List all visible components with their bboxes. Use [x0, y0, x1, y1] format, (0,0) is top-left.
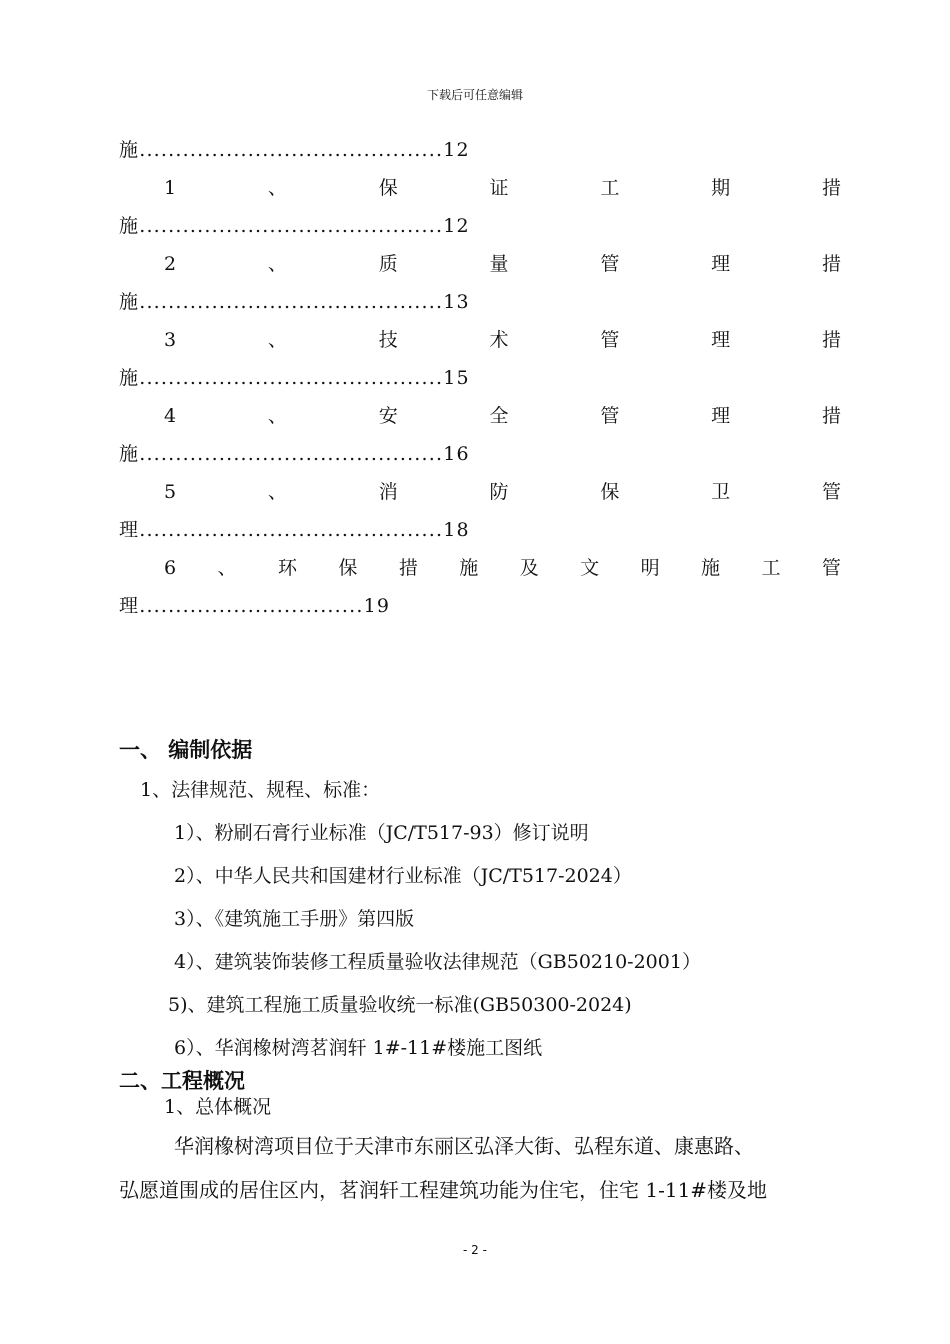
page-number: - 2 - [463, 1243, 487, 1257]
toc-entry-3-head [164, 327, 841, 353]
section-2-subheading: 1、总体概况 [164, 1096, 272, 1118]
toc-char: 明 [640, 557, 660, 579]
toc-char: 管 [600, 329, 620, 351]
toc-line-tail: 施..........................................12 [119, 139, 470, 161]
toc-char: 环 [277, 557, 297, 579]
toc-char: 术 [489, 329, 509, 351]
toc-char: 安 [378, 405, 398, 427]
overview-paragraph-line-1: 华润橡树湾项目位于天津市东丽区弘泽大街、弘程东道、康惠路、 [174, 1134, 754, 1158]
toc-char: 管 [600, 253, 620, 275]
toc-entry-1-head [164, 175, 841, 201]
toc-char: 4 [164, 405, 177, 427]
overview-paragraph-line-2: 弘愿道围成的居住区内，茗润轩工程建筑功能为住宅，住宅 1-11#楼及地 [119, 1178, 768, 1202]
toc-char: 证 [489, 177, 509, 199]
reference-item-4: 4）、建筑装饰装修工程质量验收法律规范（GB50210-2001） [174, 951, 701, 973]
toc-char: 工 [761, 557, 781, 579]
toc-entry-2-head [164, 251, 841, 277]
toc-char: 施 [459, 557, 479, 579]
toc-char: 理 [711, 253, 731, 275]
toc-char: 期 [711, 177, 731, 199]
toc-char: 技 [378, 329, 398, 351]
toc-char: 保 [600, 481, 620, 503]
toc-char: 3 [164, 329, 177, 351]
toc-entry-6-head [164, 555, 841, 581]
toc-char: 措 [398, 557, 418, 579]
toc-entry-5-head [164, 479, 841, 505]
toc-char: 理 [711, 405, 731, 427]
reference-item-5: 5)、建筑工程施工质量验收统一标准(GB50300-2024) [168, 994, 632, 1016]
toc-char: 措 [821, 253, 841, 275]
toc-char: 措 [821, 177, 841, 199]
toc-char: 施 [701, 557, 721, 579]
toc-entry-3-tail: 施..........................................15 [119, 367, 470, 389]
toc-entry-2-tail: 施..........................................13 [119, 291, 470, 313]
toc-char: 6 [164, 557, 177, 579]
toc-char: 、 [267, 329, 287, 351]
toc-char: 质 [378, 253, 398, 275]
toc-char: 措 [821, 329, 841, 351]
reference-item-2: 2）、中华人民共和国建材行业标准（JC/T517-2024） [174, 865, 632, 887]
toc-char: 、 [267, 177, 287, 199]
toc-char: 管 [600, 405, 620, 427]
toc-entry-4-head [164, 403, 841, 429]
reference-item-1: 1）、粉刷石膏行业标准（JC/T517-93）修订说明 [174, 822, 589, 844]
reference-item-3: 3）、《建筑施工手册》第四版 [174, 908, 415, 930]
toc-char: 消 [378, 481, 398, 503]
toc-char: 理 [711, 329, 731, 351]
toc-char: 、 [267, 253, 287, 275]
toc-char: 、 [217, 557, 237, 579]
toc-char: 5 [164, 481, 177, 503]
toc-char: 全 [489, 405, 509, 427]
toc-char: 保 [378, 177, 398, 199]
section-2-title: 二、工程概况 [119, 1069, 245, 1093]
reference-item-6: 6）、华润橡树湾茗润轩 1#-11#楼施工图纸 [174, 1037, 543, 1059]
toc-char: 管 [821, 557, 841, 579]
toc-entry-5-tail: 理..........................................18 [119, 519, 470, 541]
toc-entry-4-tail: 施..........................................16 [119, 443, 470, 465]
toc-char: 及 [519, 557, 539, 579]
toc-char: 、 [267, 405, 287, 427]
toc-char: 保 [338, 557, 358, 579]
toc-char: 管 [821, 481, 841, 503]
toc-char: 工 [600, 177, 620, 199]
toc-entry-6-tail: 理...............................19 [119, 595, 391, 617]
toc-char: 卫 [711, 481, 731, 503]
toc-char: 1 [164, 177, 177, 199]
toc-char: 措 [821, 405, 841, 427]
toc-char: 2 [164, 253, 177, 275]
toc-char: 、 [267, 481, 287, 503]
section-1-subheading: 1、法律规范、规程、标准： [140, 779, 381, 801]
page-header: 下载后可任意编辑 [426, 88, 523, 102]
toc-char: 防 [489, 481, 509, 503]
toc-char: 文 [580, 557, 600, 579]
toc-entry-1-tail: 施..........................................12 [119, 215, 470, 237]
section-1-title: 一、 编制依据 [119, 738, 253, 762]
toc-char: 量 [489, 253, 509, 275]
